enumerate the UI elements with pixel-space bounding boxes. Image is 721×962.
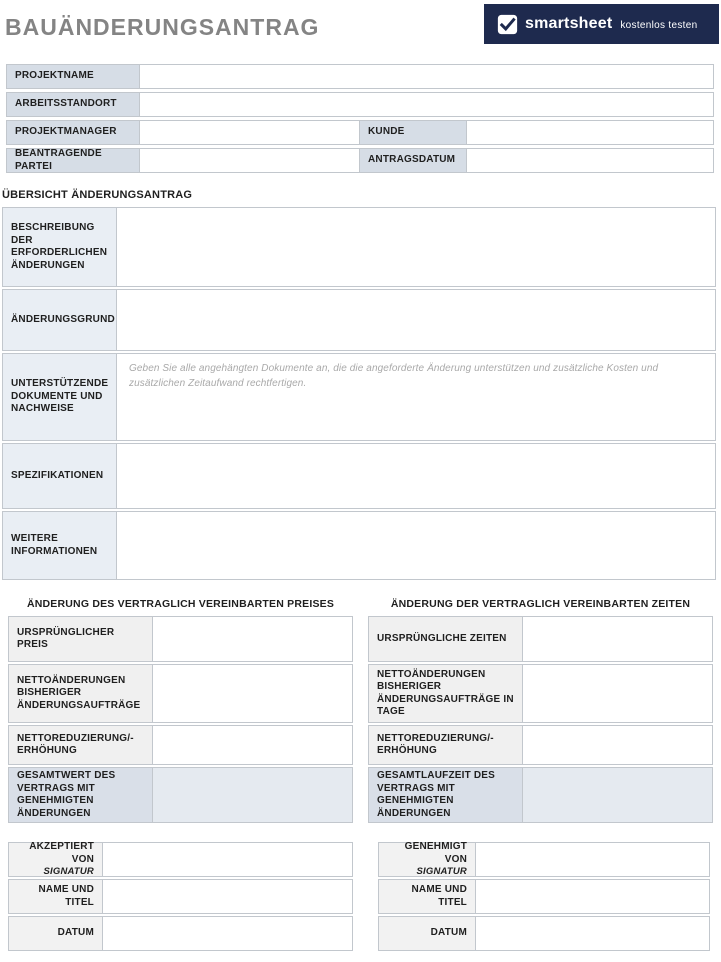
signatur-sublabel: SIGNATUR (43, 866, 94, 878)
overview-table (2, 207, 716, 580)
akzeptiert-signatur-field[interactable] (103, 842, 353, 877)
table-row (8, 879, 353, 914)
price-change-heading: ÄNDERUNG DES VERTRAGLICH VEREINBARTEN PREISES (26, 598, 335, 610)
accepted-signature-table (8, 842, 353, 953)
name-und-titel-label: NAME UND TITEL (378, 879, 476, 914)
form-header (0, 0, 721, 62)
kunde-label: KUNDE (360, 120, 467, 145)
table-row (8, 916, 353, 951)
genehmigt-von-label (378, 842, 476, 877)
table-row (2, 289, 716, 351)
dokumente-label: UNTERSTÜTZENDE DOKUMENTE UND NACHWEISE (2, 353, 117, 441)
time-change-table (368, 616, 713, 823)
table-row-total (8, 767, 353, 823)
spezifikationen-label: SPEZIFIKATIONEN (2, 443, 117, 509)
beantragende-partei-field[interactable] (140, 148, 360, 173)
datum-label: DATUM (8, 916, 103, 951)
nettoreduzierung-zeit-field[interactable] (523, 725, 713, 765)
weitere-informationen-label: WEITERE INFORMATIONEN (2, 511, 117, 580)
nettoreduzierung-zeit-label: NETTOREDUZIERUNG/-ERHÖHUNG (368, 725, 523, 765)
genehmigt-signatur-field[interactable] (476, 842, 710, 877)
antragsdatum-field[interactable] (467, 148, 714, 173)
table-row (8, 842, 353, 877)
aenderungsgrund-label: ÄNDERUNGSGRUND (2, 289, 117, 351)
approved-signature-table (378, 842, 710, 953)
genehmigt-datum-field[interactable] (476, 916, 710, 951)
table-row (378, 916, 710, 951)
table-row (2, 353, 716, 441)
projektname-field[interactable] (140, 64, 714, 89)
name-und-titel-label: NAME UND TITEL (8, 879, 103, 914)
smartsheet-cta-badge[interactable] (484, 4, 719, 44)
nettoaenderungen-preis-label: NETTOÄNDERUNGEN BISHERIGER ÄNDERUNGSAUFTRÄGE (8, 664, 153, 723)
signature-section (8, 842, 721, 953)
table-row (368, 725, 713, 765)
gesamtwert-label: GESAMTWERT DES VERTRAGS MIT GENEHMIGTEN ÄNDERUNGEN (8, 767, 153, 823)
contract-change-section (8, 598, 721, 825)
smartsheet-wordmark: smartsheet (525, 15, 613, 32)
nettoaenderungen-zeit-label: NETTOÄNDERUNGEN BISHERIGER ÄNDERUNGSAUFTRÄGE IN TAGE (368, 664, 523, 723)
nettoaenderungen-zeit-field[interactable] (523, 664, 713, 723)
arbeitsstandort-field[interactable] (140, 92, 714, 117)
table-row (6, 64, 714, 89)
genehmigt-name-field[interactable] (476, 879, 710, 914)
time-change-heading: ÄNDERUNG DER VERTRAGLICH VEREINBARTEN ZEITEN (390, 598, 691, 610)
overview-section-heading: ÜBERSICHT ÄNDERUNGSANTRAG (2, 189, 193, 201)
urspruenglicher-preis-field[interactable] (153, 616, 353, 662)
projektmanager-field[interactable] (140, 120, 360, 145)
table-row (8, 725, 353, 765)
beantragende-partei-label: BEANTRAGENDE PARTEI (6, 148, 140, 173)
table-row (2, 511, 716, 580)
nettoreduzierung-preis-field[interactable] (153, 725, 353, 765)
project-info-table (6, 64, 714, 173)
table-row (6, 148, 714, 173)
weitere-informationen-field[interactable] (117, 511, 716, 580)
akzeptiert-von-text: AKZEPTIERT VON (29, 841, 94, 865)
gesamtwert-field[interactable] (153, 767, 353, 823)
table-row (368, 616, 713, 662)
antragsdatum-label: ANTRAGSDATUM (360, 148, 467, 173)
aenderungsgrund-field[interactable] (117, 289, 716, 351)
beschreibung-field[interactable] (117, 207, 716, 287)
table-row (6, 120, 714, 145)
gesamtlaufzeit-label: GESAMTLAUFZEIT DES VERTRAGS MIT GENEHMIGTEN ÄNDERUNGEN (368, 767, 523, 823)
table-row (378, 879, 710, 914)
gesamtlaufzeit-field[interactable] (523, 767, 713, 823)
table-row (8, 616, 353, 662)
urspruengliche-zeiten-field[interactable] (523, 616, 713, 662)
urspruenglicher-preis-label: URSPRÜNGLICHER PREIS (8, 616, 153, 662)
table-row (368, 664, 713, 723)
price-change-column (8, 598, 353, 825)
nettoaenderungen-preis-field[interactable] (153, 664, 353, 723)
urspruengliche-zeiten-label: URSPRÜNGLICHE ZEITEN (368, 616, 523, 662)
akzeptiert-datum-field[interactable] (103, 916, 353, 951)
signatur-sublabel: SIGNATUR (416, 866, 467, 878)
projektname-label: PROJEKTNAME (6, 64, 140, 89)
page-title: BAUÄNDERUNGSANTRAG (5, 14, 320, 40)
beschreibung-label: BESCHREIBUNG DER ERFORDERLICHEN ÄNDERUNGEN (2, 207, 117, 287)
smartsheet-logo-icon (497, 14, 518, 35)
spezifikationen-field[interactable] (117, 443, 716, 509)
table-row (8, 664, 353, 723)
arbeitsstandort-label: ARBEITSSTANDORT (6, 92, 140, 117)
akzeptiert-name-field[interactable] (103, 879, 353, 914)
datum-label: DATUM (378, 916, 476, 951)
price-change-table (8, 616, 353, 823)
dokumente-field[interactable]: Geben Sie alle angehängten Dokumente an, die die angeforderte Änderung unterstützen und zusätzliche Kosten und zusätzlichen Zeitaufwand rechtfertigen. (117, 353, 716, 441)
table-row-total (368, 767, 713, 823)
kunde-field[interactable] (467, 120, 714, 145)
projektmanager-label: PROJEKTMANAGER (6, 120, 140, 145)
cta-label: kostenlos testen (620, 19, 698, 31)
akzeptiert-von-label (8, 842, 103, 877)
nettoreduzierung-preis-label: NETTOREDUZIERUNG/-ERHÖHUNG (8, 725, 153, 765)
time-change-column (368, 598, 713, 825)
table-row (6, 92, 714, 117)
table-row (378, 842, 710, 877)
table-row (2, 207, 716, 287)
table-row (2, 443, 716, 509)
genehmigt-von-text: GENEHMIGT VON (404, 841, 467, 865)
